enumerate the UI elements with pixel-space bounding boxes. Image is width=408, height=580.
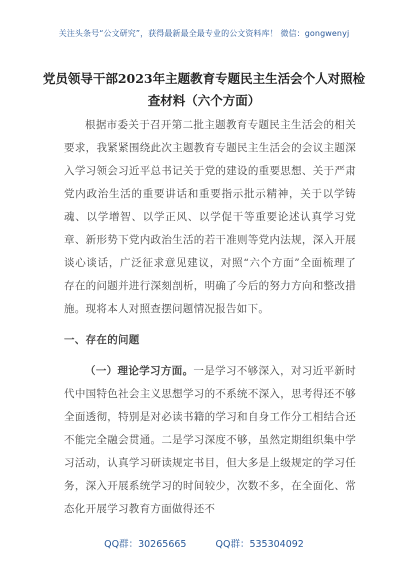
- document-title: 党员领导干部2023年主题教育专题民主生活会个人对照检查材料（六个方面）: [42, 71, 366, 108]
- document-body: [64, 114, 356, 521]
- subsection-paragraph: [64, 360, 356, 521]
- footer-banner: [0, 536, 408, 550]
- subsection-label: （一）理论学习方面。: [85, 365, 194, 377]
- subsection-text: 一是学习不够深入，对习近平新时代中国特色社会主义思想学习的不系统不深入，思考得还不够全面透彻，特别是对必读书籍的学习和自身工作分工相结合还不能完全融会贯通。二是学习深度不够，虽然定期组织集中学习活动，认真学习研读规定书目，但大多是上级规定的学习任务，深入开展系统学习的时间较少，次数不多，在全面化、常态化开展学习教育方面做得还不: [64, 365, 357, 515]
- section-heading: 一、存在的问题: [64, 334, 140, 346]
- qq-group-1: QQ群：30265665: [104, 539, 187, 550]
- qq-group-2: QQ群：535304092: [215, 539, 304, 550]
- header-banner: 关注头条号“公文研究”，获得最新最全最专业的公文资料库！ 微信：gongwenyj: [58, 29, 350, 38]
- intro-paragraph: 根据市委关于召开第二批主题教育专题民主生活会的相关要求，我紧紧围绕此次主题教育专题民主生活会的会议主题深入学习领会习近平总书记关于党的建设的重要思想、关于严肃党内政治生活的重要讲话和重要指示批示精神，关于以学铸魂、以学增智、以学正风、以学促干等重要论述认真学习党章、新形势下党内政治生活的若干准则等党内法规，深入开展谈心谈话，广泛征求意见建议，对照“六个方面”全面梳理了存在的问题并进行深刻剖析，明确了今后的努力方向和整改措施。现将本人对照查摆问题情况报告如下。: [64, 119, 356, 315]
